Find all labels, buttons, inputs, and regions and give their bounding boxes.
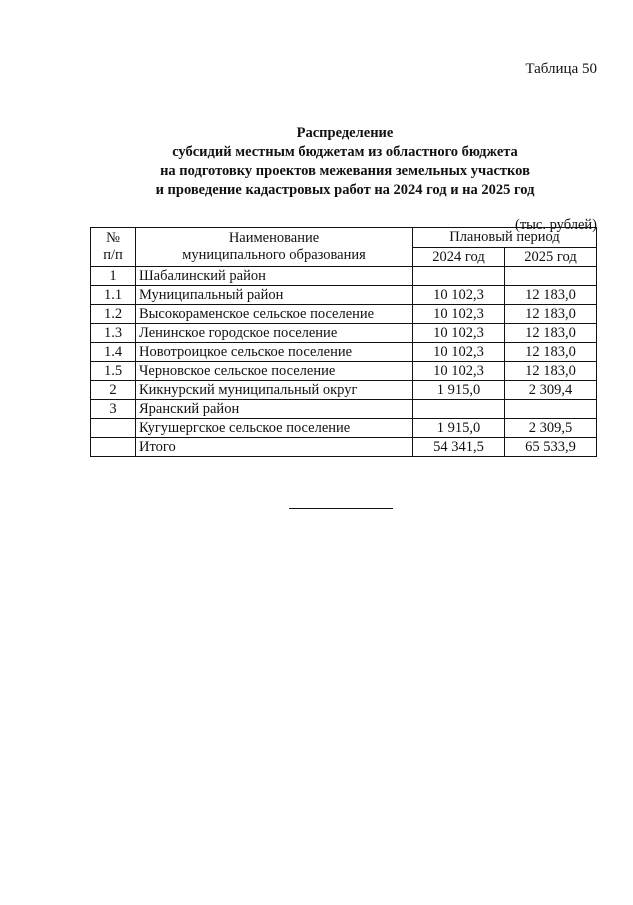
row-value-2024: 10 102,3 <box>413 362 505 381</box>
row-num: 1.3 <box>91 324 136 343</box>
row-num <box>91 438 136 457</box>
row-num: 3 <box>91 400 136 419</box>
header-num-line1: № <box>106 230 120 246</box>
row-value-2025: 65 533,9 <box>505 438 597 457</box>
row-num: 1.1 <box>91 286 136 305</box>
row-num: 1.4 <box>91 343 136 362</box>
row-value-2024: 1 915,0 <box>413 419 505 438</box>
document-title <box>110 124 580 200</box>
header-name-line2: муниципального образования <box>182 247 366 263</box>
table-row <box>91 419 597 438</box>
table-row <box>91 381 597 400</box>
row-name: Ленинское городское поселение <box>136 324 413 343</box>
row-num: 2 <box>91 381 136 400</box>
row-name: Новотроицкое сельское поселение <box>136 343 413 362</box>
row-num <box>91 419 136 438</box>
table-row <box>91 438 597 457</box>
row-name: Шабалинский район <box>136 267 413 286</box>
row-value-2025: 12 183,0 <box>505 343 597 362</box>
title-line-3: на подготовку проектов межевания земельных участков <box>160 163 530 179</box>
row-value-2024: 10 102,3 <box>413 324 505 343</box>
row-value-2025 <box>505 400 597 419</box>
row-name: Кугушергское сельское поселение <box>136 419 413 438</box>
row-value-2025: 2 309,5 <box>505 419 597 438</box>
closing-rule <box>289 508 393 509</box>
row-name: Яранский район <box>136 400 413 419</box>
row-value-2025: 12 183,0 <box>505 324 597 343</box>
distribution-table <box>90 227 597 457</box>
row-name: Итого <box>136 438 413 457</box>
table-row <box>91 362 597 381</box>
row-value-2025: 12 183,0 <box>505 305 597 324</box>
table-row <box>91 286 597 305</box>
row-value-2025: 12 183,0 <box>505 286 597 305</box>
row-value-2024: 54 341,5 <box>413 438 505 457</box>
row-value-2024: 10 102,3 <box>413 286 505 305</box>
title-line-1: Распределение <box>296 125 394 141</box>
header-num <box>91 228 136 267</box>
table-row <box>91 305 597 324</box>
row-name: Кикнурский муниципальный округ <box>136 381 413 400</box>
row-num: 1.5 <box>91 362 136 381</box>
header-period: Плановый период <box>413 228 597 248</box>
row-name: Муниципальный район <box>136 286 413 305</box>
table-row <box>91 400 597 419</box>
table-row <box>91 324 597 343</box>
row-num: 1.2 <box>91 305 136 324</box>
title-line-4: и проведение кадастровых работ на 2024 год и на 2025 год <box>155 182 535 198</box>
units-note: (тыс. рублей) <box>515 217 597 233</box>
row-name: Черновское сельское поселение <box>136 362 413 381</box>
row-value-2025: 2 309,4 <box>505 381 597 400</box>
header-year-2025: 2025 год <box>505 248 597 267</box>
table-row <box>91 343 597 362</box>
header-year-2024: 2024 год <box>413 248 505 267</box>
header-num-line2: п/п <box>103 247 123 263</box>
header-name <box>136 228 413 267</box>
row-num: 1 <box>91 267 136 286</box>
row-value-2024: 1 915,0 <box>413 381 505 400</box>
row-value-2025: 12 183,0 <box>505 362 597 381</box>
row-value-2024: 10 102,3 <box>413 305 505 324</box>
row-value-2024 <box>413 267 505 286</box>
row-value-2024 <box>413 400 505 419</box>
table-number-label: Таблица 50 <box>525 61 597 77</box>
row-name: Высокораменское сельское поселение <box>136 305 413 324</box>
title-line-2: субсидий местным бюджетам из областного бюджета <box>172 144 518 160</box>
row-value-2024: 10 102,3 <box>413 343 505 362</box>
row-value-2025 <box>505 267 597 286</box>
header-name-line1: Наименование <box>228 230 320 246</box>
table-row <box>91 267 597 286</box>
